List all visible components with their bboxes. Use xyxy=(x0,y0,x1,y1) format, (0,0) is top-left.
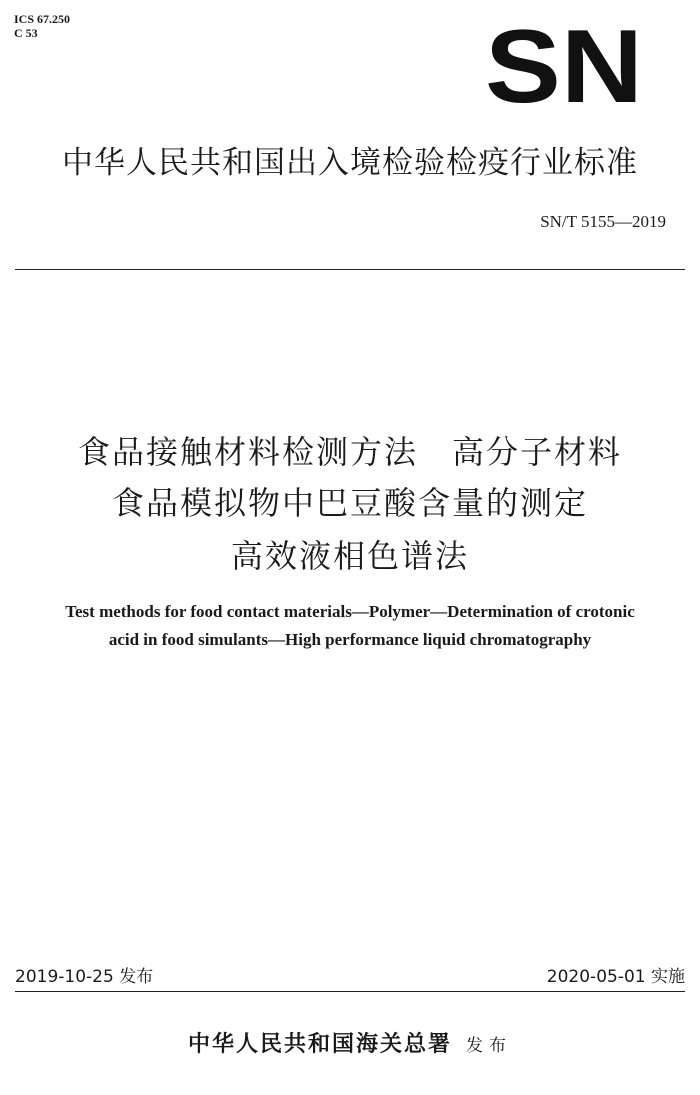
standard-type-heading: 中华人民共和国出入境检验检疫行业标准 xyxy=(62,145,638,181)
chinese-title-line-2: 食品模拟物中巴豆酸含量的测定 xyxy=(111,484,588,522)
bottom-divider xyxy=(15,991,685,992)
issuer xyxy=(0,1027,700,1058)
ccs-code: C 53 xyxy=(14,26,38,40)
issuer-name: 中华人民共和国海关总署 xyxy=(187,1031,452,1057)
issuer-action: 发布 xyxy=(466,1036,512,1056)
english-title-line-2: acid in food simulants—High performance liquid chromatography xyxy=(108,630,592,649)
sn-logo-text: SN xyxy=(485,22,643,106)
publish-date: 2019-10-25 发布 xyxy=(15,967,154,987)
sn-logo xyxy=(484,22,644,106)
chinese-title-line-1: 食品接触材料检测方法 高分子材料 xyxy=(77,433,622,471)
chinese-title-line-3: 高效液相色谱法 xyxy=(230,537,469,575)
standard-number: SN/T 5155—2019 xyxy=(540,212,666,231)
top-divider xyxy=(15,269,685,270)
english-title-line-1: Test methods for food contact materials—Polymer—Determination of crotonic xyxy=(65,602,635,621)
implement-date: 2020-05-01 实施 xyxy=(546,967,685,987)
ics-classification xyxy=(14,12,70,40)
ics-code: ICS 67.250 xyxy=(14,12,71,26)
